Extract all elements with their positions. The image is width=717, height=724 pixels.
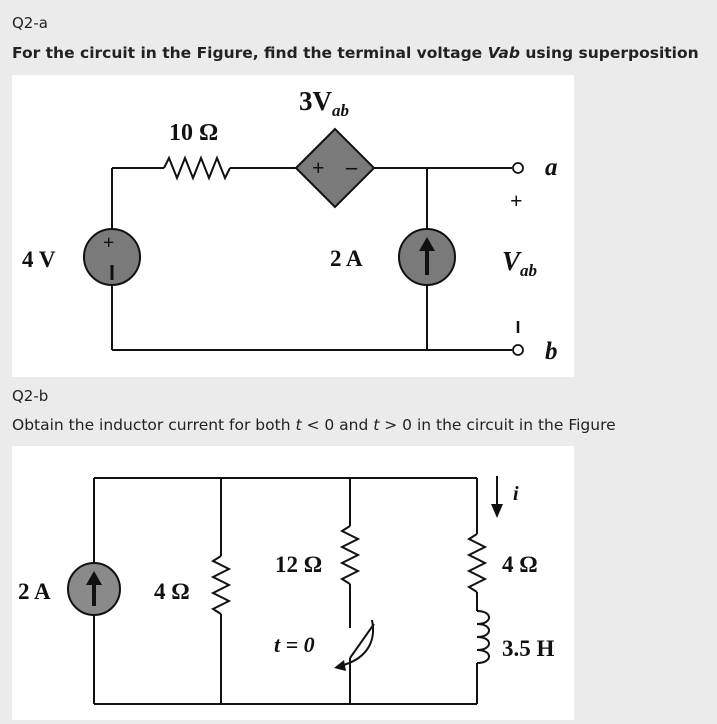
dependent-voltage-source (296, 129, 374, 207)
current-source (68, 563, 120, 615)
circuit-2-diagram (12, 446, 574, 720)
prompt-t: t (295, 416, 302, 434)
switch-label: t = 0 (274, 632, 315, 657)
current-arrow (491, 476, 503, 518)
question-2b-heading: Q2-b (12, 387, 49, 405)
resistor-right-label: 4 Ω (502, 552, 538, 577)
circuit-figure-2 (12, 446, 574, 720)
resistor-middle-label: 12 Ω (275, 552, 323, 577)
resistor-4-ohm-right (469, 534, 485, 592)
vab-label: $V_{ab}$ (502, 246, 538, 280)
resistor-4-ohm-left (213, 556, 229, 614)
switch (334, 620, 374, 671)
dep-source-label: $3V_{ab}$ (299, 86, 349, 120)
vab-plus: + (510, 188, 523, 213)
prompt-part: < 0 and (301, 416, 374, 434)
resistor-12-ohm (342, 526, 358, 584)
resistor-10-ohm (164, 158, 230, 178)
svg-text:+: + (312, 155, 325, 180)
inductor-label: 3.5 H (502, 636, 555, 661)
question-2a-prompt (12, 44, 699, 62)
svg-text:–: – (346, 154, 357, 179)
inductor-coil (477, 611, 489, 663)
svg-text:+: + (103, 232, 115, 254)
current-source-label: 2 A (330, 246, 363, 271)
circuit-figure-1 (12, 75, 574, 377)
prompt-prefix: For the circuit in the Figure, find the terminal voltage (12, 44, 488, 62)
current-source-label: 2 A (18, 579, 51, 604)
resistor-left-label: 4 Ω (154, 579, 190, 604)
prompt-part: Obtain the inductor current for both (12, 416, 296, 434)
question-2b-prompt (12, 416, 616, 434)
current-source (399, 229, 455, 285)
prompt-suffix: using superposition (519, 44, 699, 62)
voltage-source (84, 229, 140, 285)
prompt-part: > 0 in the circuit in the Figure (379, 416, 616, 434)
terminal-b-node (513, 345, 523, 355)
question-2a-heading: Q2-a (12, 14, 48, 32)
terminal-a-node (513, 163, 523, 173)
circuit-1-diagram (12, 75, 574, 377)
voltage-source-label: 4 V (22, 247, 56, 272)
prompt-t: t (373, 416, 380, 434)
prompt-variable: Vab (487, 44, 520, 62)
terminal-b-label: b (545, 338, 558, 365)
terminal-a-label: a (545, 154, 558, 181)
resistor-label: 10 Ω (169, 120, 219, 146)
current-label: i (513, 483, 519, 505)
